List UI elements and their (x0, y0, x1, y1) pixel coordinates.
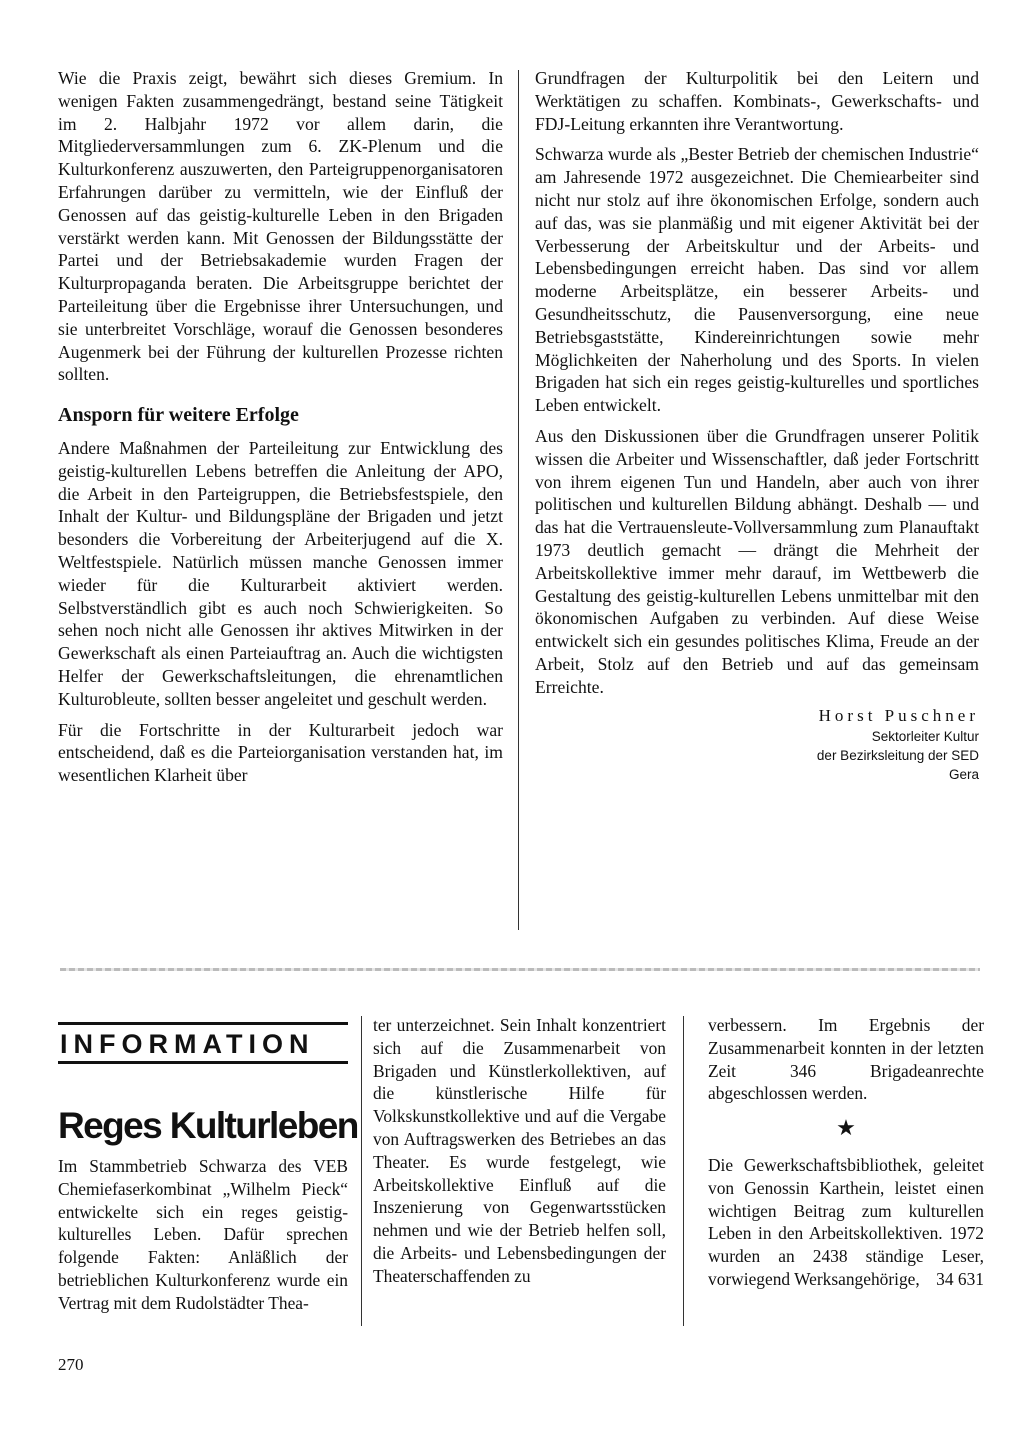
author-signature (535, 705, 979, 785)
information-paragraph: Im Stammbetrieb Schwarza des VEB Chemiefaserkombinat „Wilhelm Pieck“ entwickelte sich ein reges geistig-kulturelles Leben. Dafür sprechen folgende Fakten: Anläßlich der betrieblichen Kulturkonferenz wurde ein Vertrag mit dem Rudolstädter Thea- (58, 1156, 348, 1313)
column-divider (518, 70, 519, 930)
author-role: Sektorleiter Kultur (871, 729, 979, 745)
information-continuation: 34 631 (936, 1268, 984, 1289)
information-paragraph: ter unterzeichnet. Sein Inhalt konzentriert sich auf die Zusammenarbeit von Brigaden und Künstlerkollektiven, auf die künstlerische Hilfe für Volkskunstkollektive und auf die Vergabe von Auftragswerken des Betriebes an das Theater. Es wurde festgelegt, wie Arbeitskollektive Einfluß auf die Inszenierung von Gegenwartsstücken nehmen und wie der Betrieb helfen soll, die Arbeits- und Lebensbedingungen der Theaterschaffenden zu (373, 1015, 666, 1286)
star-icon: ★ (836, 1115, 856, 1141)
information-label: INFORMATION (60, 1029, 315, 1059)
author-name: Horst Puschner (818, 705, 979, 725)
information-column-2 (373, 1014, 666, 1288)
information-paragraph: Die Gewerkschaftsbibliothek, geleitet von Genossin Karthein, leistet einen wichtigen Beitrag zum kulturellen Leben in den Arbeitskollektiven. 1972 wurden an 2438 ständige Leser, vorwiegend Werksangehörige, (708, 1154, 984, 1289)
article-paragraph: Aus den Diskussionen über die Grundfragen unserer Politik wissen die Arbeiter und Wissenschaftler, daß jeder Fortschritt von ihrem eigenen Tun und Handeln, aber auch von ihrer politischen und kulturellen Bildung abhängt. Deshalb — und das hat die Vertrauensleute-Vollversammlung zum Planauftakt 1973 deutlich gemacht — drängt die Mehrheit der Arbeitskollektive immer mehr darauf, im Wettbewerb die Gestaltung des geistig-kulturellen Lebens unmittelbar mit den ökonomischen Aufgaben zu verbinden. Auf diese Weise entwickelt sich ein gesundes politisches Klima, Freude an der Arbeit, Stolz auf den Betrieb und auf das gemeinsam Erreichte. (535, 425, 979, 697)
article-paragraph: Grundfragen der Kulturpolitik bei den Leitern und Werktätigen zu schaffen. Kombinats-, Gewerkschafts- und FDJ-Leitung erkannten ihre Verantwortung. (535, 68, 979, 134)
article-paragraph: Wie die Praxis zeigt, bewährt sich dieses Gremium. In wenigen Fakten zusammengedrängt, bestand seine Tätigkeit im 2. Halbjahr 1972 vor allem darin, die Mitgliederversammlungen zum 6. ZK-Plenum und die Kulturkonferenz auszuwerten, den Parteigruppenorganisatoren Erfahrungen darüber zu vermitteln, wie der Einfluß der Genossen auf das geistig-kulturelle Leben in den Brigaden verstärkt werden kann. Mit Genossen der Bildungsstätte der Partei und der Betriebsakademie wurden Fragen der Kulturpropaganda beraten. Die Arbeitsgruppe berichtet der Parteileitung über die Ergebnisse ihrer Untersuchungen, und sie unterbreitet Vorschläge, worauf die Genossen besonderes Augenmerk bei der Führung der kulturellen Prozesse richten sollten. (58, 68, 503, 385)
article-column-left (58, 67, 503, 795)
article-subheading: Ansporn für weitere Erfolge (58, 404, 299, 427)
article-column-right (535, 67, 979, 784)
page-number: 270 (58, 1355, 84, 1374)
information-column-1 (58, 1155, 348, 1315)
column-divider (361, 1016, 362, 1326)
information-label-box (58, 1022, 348, 1064)
author-city: Gera (948, 767, 979, 783)
article-paragraph: Für die Fortschritte in der Kulturarbeit jedoch war entscheidend, daß es die Parteiorganisation verstanden hat, im wesentlichen Klarheit über (58, 719, 503, 786)
information-paragraph: verbessern. Im Ergebnis der Zusammenarbeit konnten in der letzten Zeit 346 Brigadeanrechte abgeschlossen werden. (708, 1015, 984, 1104)
column-divider (683, 1016, 684, 1326)
author-org: der Bezirksleitung der SED (816, 748, 979, 764)
section-divider (60, 968, 980, 971)
article-paragraph: Schwarza wurde als „Bester Betrieb der chemischen Industrie“ am Jahresende 1972 ausgezeichnet. Die Chemiearbeiter sind nicht nur stolz auf ihre ökonomischen Erfolge, sondern auch auf das, was sie planmäßig und mit eigener Aktivität bei der Verbesserung der Arbeitskultur und der Arbeits- und Lebensbedingungen erreicht haben. Das sind vor allem moderne Arbeitsplätze, ein besserer Arbeits- und Gesundheitsschutz, die Pausenversorgung, eine neue Betriebsgaststätte, Kindereinrichtungen sowie mehr Möglichkeiten der Naherholung und des Sports. In vielen Brigaden hat sich ein reges geistig-kulturelles und sportliches Leben entwickelt. (535, 144, 979, 416)
article-paragraph: Andere Maßnahmen der Parteileitung zur Entwicklung des geistig-kulturellen Lebens betreffen die Anleitung der APO, die Arbeit in den Parteigruppen, die Betriebsfestspiele, den Inhalt der Kultur- und Bildungspläne der Brigaden und jetzt besonders die Vorbereitung der Arbeiterjugend auf die X. Weltfestspiele. Natürlich müssen manche Genossen immer wieder für die Kulturarbeit aktiviert werden. Selbstverständlich gibt es auch noch Schwierigkeiten. So sehen noch nicht alle Genossen ihr aktives Mitwirken in der Gewerkschaft als einen Parteiauftrag an. Auch die wichtigsten Helfer der Gewerkschaftsleitungen, die ehrenamtlichen Kulturobleute, sollten besser angeleitet und geschult werden. (58, 437, 503, 709)
rule-bottom (58, 1061, 348, 1064)
information-column-3 (708, 1014, 984, 1291)
information-title: Reges Kulturleben (58, 1105, 358, 1146)
